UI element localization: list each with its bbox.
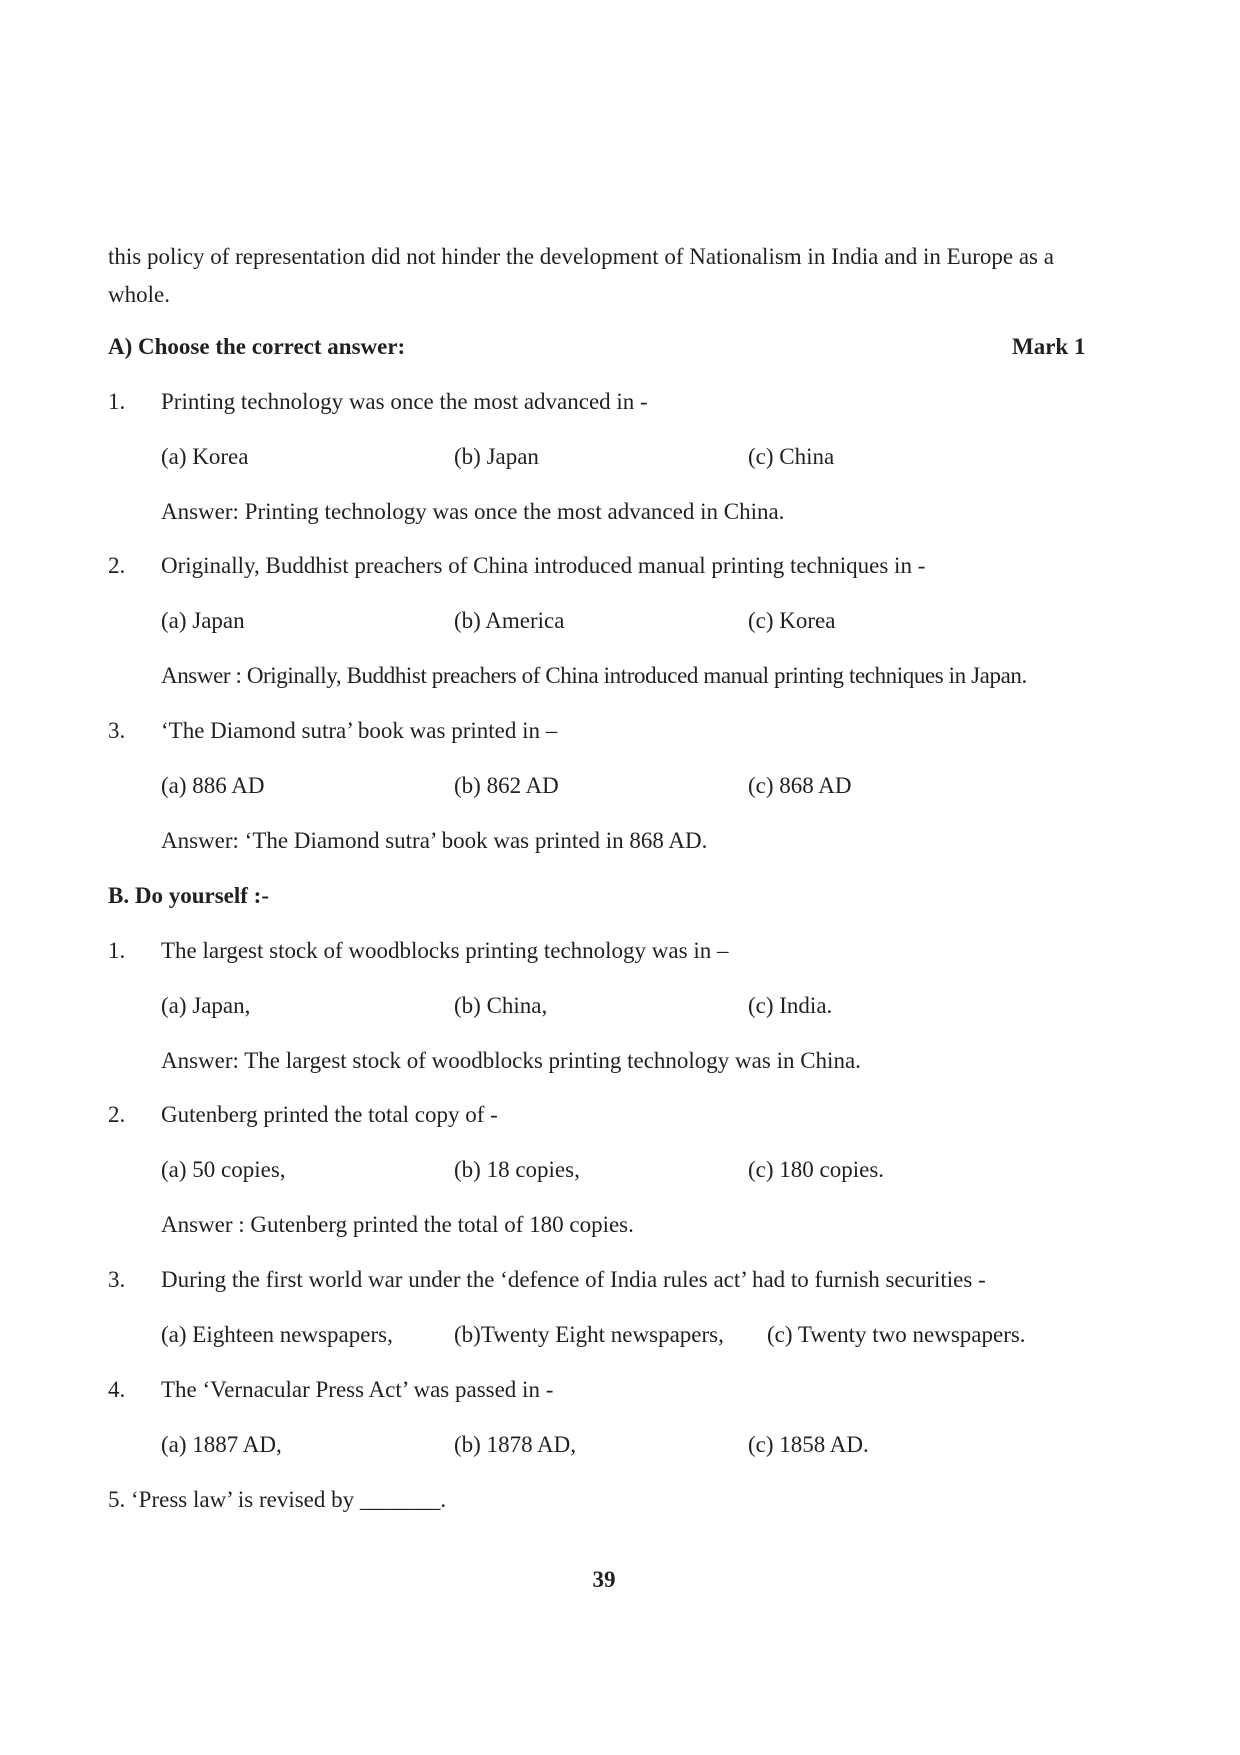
option-b: (b) 862 AD (454, 773, 559, 798)
answer-text: Answer: Printing technology was once the most advanced in China. (161, 499, 785, 524)
question-text: The ‘Vernacular Press Act’ was passed in - (161, 1377, 554, 1402)
option-b: (b)Twenty Eight newspapers, (454, 1322, 724, 1347)
option-c: (c) China (748, 444, 835, 469)
fill-in-blank-item: 5. ‘Press law’ is revised by _______. (108, 1487, 447, 1512)
option-b: (b) China, (454, 993, 548, 1018)
question-number: 3. (108, 1267, 126, 1292)
intro-paragraph: this policy of representation did not hinder the development of Nationalism in India and in Europe as a whole. (108, 244, 1054, 307)
question-number: 1. (108, 389, 126, 414)
option-c: (c) 1858 AD. (748, 1432, 869, 1457)
question-text: Printing technology was once the most advanced in - (161, 389, 648, 414)
question-text: During the first world war under the ‘defence of India rules act’ had to furnish securities - (161, 1267, 986, 1292)
answer-text: Answer: ‘The Diamond sutra’ book was printed in 868 AD. (161, 828, 708, 853)
question-number: 2. (108, 553, 126, 578)
section-a-heading: A) Choose the correct answer: (108, 334, 406, 359)
question-text: Gutenberg printed the total copy of - (161, 1102, 498, 1127)
option-a: (a) 50 copies, (161, 1157, 286, 1182)
section-b-heading: B. Do yourself :- (108, 883, 269, 908)
question-number: 3. (108, 718, 126, 743)
page-number: 39 (592, 1567, 616, 1592)
option-b: (b) Japan (454, 444, 539, 469)
option-a: (a) 886 AD (161, 773, 265, 798)
question-number: 2. (108, 1102, 126, 1127)
answer-text: Answer: The largest stock of woodblocks printing technology was in China. (161, 1048, 861, 1073)
option-c: (c) Twenty two newspapers. (767, 1322, 1026, 1347)
question-number: 4. (108, 1377, 126, 1402)
option-b: (b) 18 copies, (454, 1157, 580, 1182)
option-c: (c) 180 copies. (748, 1157, 885, 1182)
question-text: Originally, Buddhist preachers of China introduced manual printing techniques in - (161, 553, 926, 578)
option-a: (a) 1887 AD, (161, 1432, 282, 1457)
option-a: (a) Eighteen newspapers, (161, 1322, 393, 1347)
option-a: (a) Korea (161, 444, 249, 469)
option-b: (b) America (454, 608, 565, 633)
option-a: (a) Japan (161, 608, 245, 633)
option-b: (b) 1878 AD, (454, 1432, 577, 1457)
mark-label: Mark 1 (1012, 334, 1086, 359)
answer-text: Answer : Originally, Buddhist preachers of China introduced manual printing techniques in Japan. (161, 663, 1027, 688)
question-text: The largest stock of woodblocks printing technology was in – (161, 938, 729, 963)
option-a: (a) Japan, (161, 993, 251, 1018)
question-text: ‘The Diamond sutra’ book was printed in – (161, 718, 558, 743)
option-c: (c) India. (748, 993, 833, 1018)
question-number: 1. (108, 938, 126, 963)
option-c: (c) Korea (748, 608, 836, 633)
answer-text: Answer : Gutenberg printed the total of 180 copies. (161, 1212, 634, 1237)
option-c: (c) 868 AD (748, 773, 852, 798)
